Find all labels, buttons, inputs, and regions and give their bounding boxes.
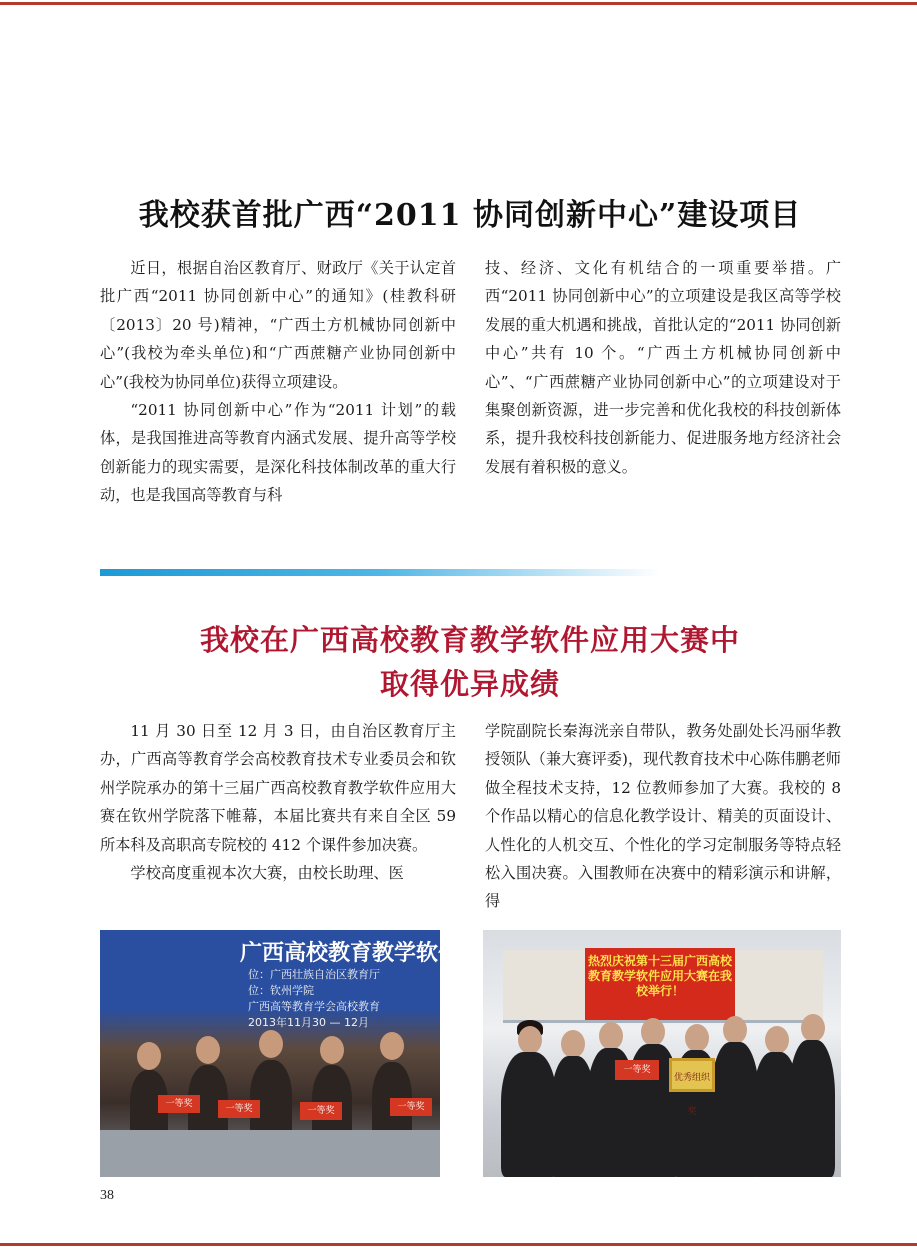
photo1-award-sign: 一等奖 (158, 1095, 200, 1113)
photo1-banner-text: 广西高校教育教学软件应 (240, 941, 483, 966)
photo2-head (723, 1016, 747, 1044)
photo1-head (196, 1036, 220, 1064)
photo1-foreground (100, 1130, 440, 1177)
section-divider (100, 569, 660, 576)
photo1-head (320, 1036, 344, 1064)
photo2-head (561, 1030, 585, 1058)
article2-paragraph-2: 学校高度重视本次大赛，由校长助理、医 (130, 864, 404, 883)
photo1-banner-line-1: 位：广西壮族自治区教育厅 (248, 968, 380, 981)
article1-paragraph-2: “2011 协同创新中心”作为“2011 计划”的载体，是我国推进高等教育内涵式发展、提升高等学校创新能力的现实需要，是深化科技体制改革的重大行动，也是我国高等教育与科 (100, 401, 456, 505)
page-number: 38 (100, 1188, 114, 1203)
photo1-head (380, 1032, 404, 1060)
article2-paragraph-1: 11 月 30 日至 12 月 3 日，由自治区教育厅主办，广西高等教育学会高校教育技术专业委员会和钦州学院承办的第十三届广西高校教育教学软件应用大赛在钦州学院落下帷幕，本届比赛共有来自全区 59 所本科及高职高专院校的 412 个课件参加决赛。 (100, 722, 456, 854)
photo2-head (765, 1026, 789, 1054)
photo2-red-banner: 热烈庆祝第十三届广西高校教育教学软件应用大赛在我校举行！ (585, 948, 735, 1020)
article2-title-line1: 我校在广西高校教育教学软件应用大赛中 (199, 623, 740, 657)
article2-column-right (485, 717, 841, 916)
photo2-person (789, 1040, 835, 1177)
photo2-head (518, 1026, 542, 1054)
top-rule (0, 2, 917, 5)
photo2-head (685, 1024, 709, 1052)
article2-title-line2: 取得优异成绩 (379, 667, 560, 701)
group-photo (483, 930, 841, 1177)
photo1-award-sign: 一等奖 (390, 1098, 432, 1116)
photo1-head (259, 1030, 283, 1058)
award-ceremony-photo (100, 930, 483, 1177)
article1-column-left (100, 254, 456, 510)
article2-paragraph-2-cont: 学院副院长秦海洸亲自带队，教务处副处长冯丽华教授领队（兼大赛评委)，现代教育技术中心陈伟鹏老师做全程技术支持，12 位教师参加了大赛。我校的 8 个作品以精心的信息化教学设计、精美的页面设计、人性化的人机交互、个性化的学习定制服务等特点轻松入围决赛。入围教师在决赛中的精彩演示和讲解，得 (485, 722, 841, 911)
photo2-person (501, 1052, 557, 1177)
photo1-award-sign: 一等奖 (300, 1102, 342, 1120)
photo2-head (801, 1014, 825, 1042)
photo1-banner-line-2: 位：钦州学院 (248, 984, 314, 997)
photo1-banner-line-3: 广西高等教育学会高校教育 (248, 1000, 380, 1013)
article1-paragraph-1: 近日，根据自治区教育厅、财政厅《关于认定首批广西“2011 协同创新中心”的通知》(桂教科研〔2013〕20 号)精神，“广西土方机械协同创新中心”(我校为牵头单位)和“广西蔗糖产业协同创新中心”(我校为协同单位)获得立项建设。 (100, 259, 456, 391)
photo1-banner-line-4: 2013年11月30 — 12月 (248, 1016, 369, 1029)
article1-paragraph-2-cont: 技、经济、文化有机结合的一项重要举措。广西“2011 协同创新中心”的立项建设是我区高等学校发展的重大机遇和挑战，首批认定的“2011 协同创新中心”共有 10 个。“广西土方机械协同创新中心”、“广西蔗糖产业协同创新中心”的立项建设对于集聚创新资源，进一步完善和优化我校的科技创新体系，提升我校科技创新能力、促进服务地方经济社会发展有着积极的意义。 (485, 259, 841, 476)
photo2-person (711, 1042, 759, 1177)
photo1-head (137, 1042, 161, 1070)
photo2-head (641, 1018, 665, 1046)
photo2-organization-award-plaque: 优秀组织奖 (669, 1058, 715, 1092)
bottom-rule (0, 1243, 917, 1246)
article1-title: 我校获首批广西“2011 协同创新中心”建设项目 (138, 198, 802, 233)
photo2-head (599, 1022, 623, 1050)
photo1-award-sign: 一等奖 (218, 1100, 260, 1118)
article2-title (100, 618, 840, 706)
photo2-award-certificate: 一等奖 (615, 1060, 659, 1080)
article2-column-left (100, 717, 456, 887)
article1-column-right (485, 254, 841, 481)
